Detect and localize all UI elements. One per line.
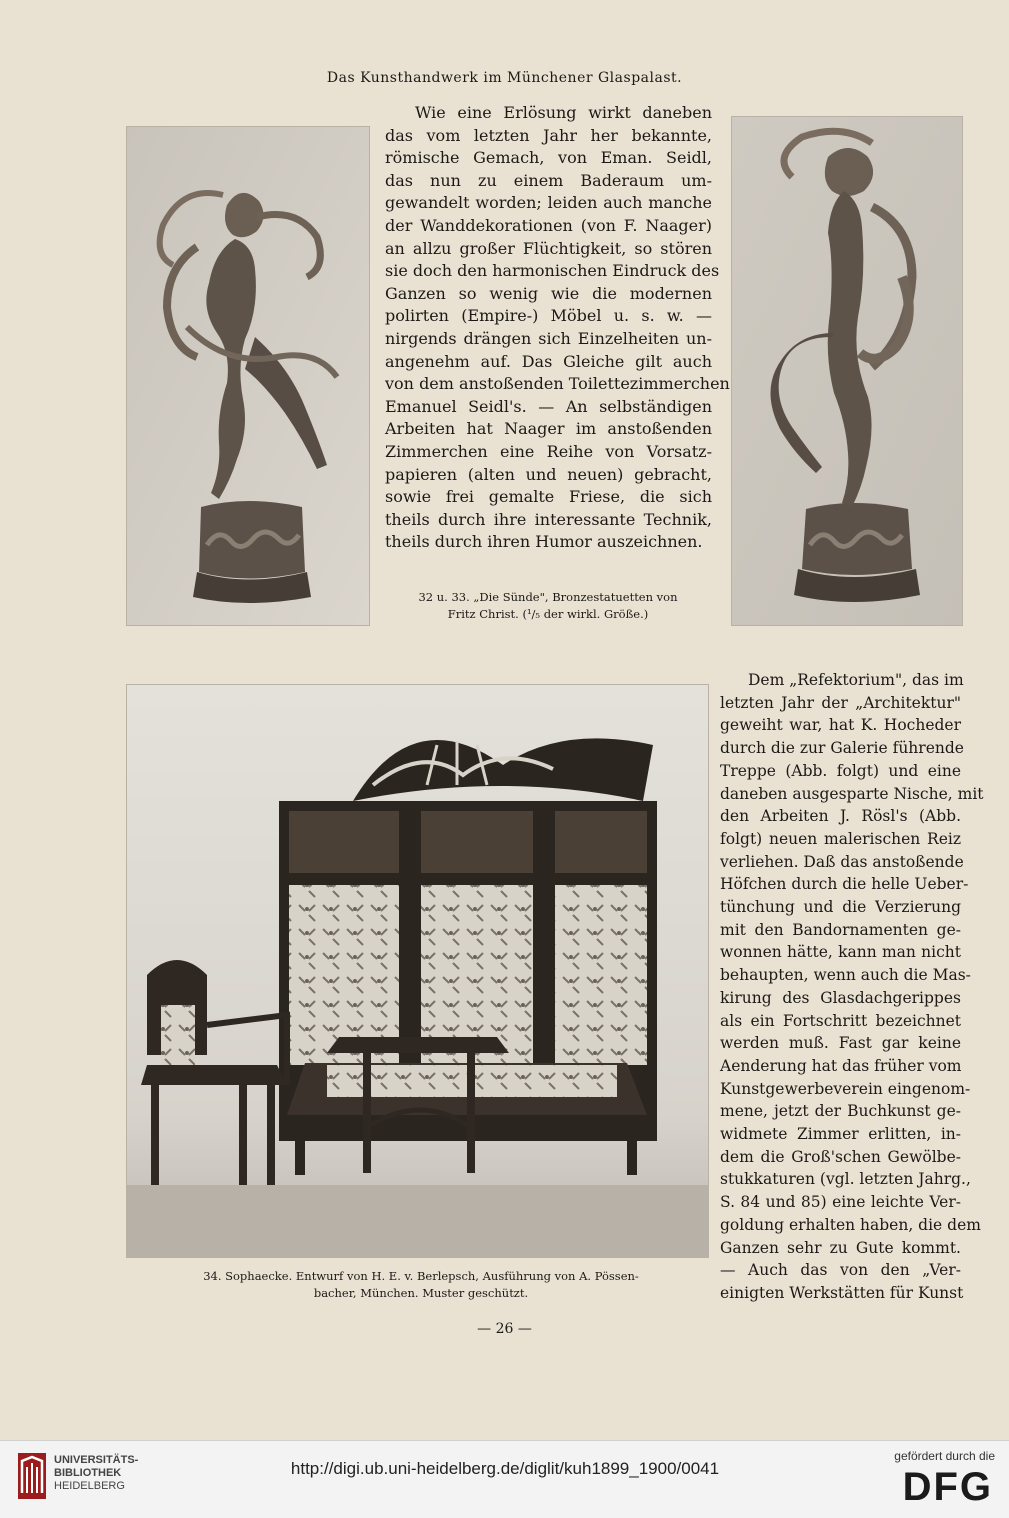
text-line: geweiht war, hat K. Hocheder <box>720 716 961 735</box>
text-line: papieren (alten und neuen) gebracht, <box>385 464 712 484</box>
statuette-plate-right <box>731 116 963 626</box>
text-line: der Wanddekorationen (von F. Naager) <box>385 215 712 235</box>
text-line: widmete Zimmer erlitten, in- <box>720 1125 961 1144</box>
text-line: von dem anstoßenden Toilettezimmerchen <box>385 374 730 394</box>
lower-right-text-column <box>720 669 984 1305</box>
text-line: mene, jetzt der Buchkunst ge- <box>720 1102 961 1121</box>
text-line: Wie eine Erlösung wirkt daneben <box>415 103 712 122</box>
permalink-url[interactable]: http://digi.ub.uni-heidelberg.de/diglit/kuh1899_1900/0041 <box>290 1459 720 1478</box>
library-name-line: HEIDELBERG <box>54 1480 125 1492</box>
text-line: kirung des Glasdachgerippes <box>720 988 961 1007</box>
text-line: den Arbeiten J. Rösl's (Abb. <box>720 807 961 826</box>
text-line: Treppe (Abb. folgt) und eine <box>720 761 961 780</box>
text-line: werden muß. Fast gar keine <box>720 1034 961 1053</box>
text-line: als ein Fortschritt bezeichnet <box>720 1011 961 1030</box>
text-line: polirten (Empire-) Möbel u. s. w. — <box>385 306 712 326</box>
statuette-left-image <box>127 127 369 625</box>
text-line: nirgends drängen sich Einzelheiten un- <box>385 328 712 348</box>
library-name <box>54 1454 164 1493</box>
text-line: sie doch den harmonischen Eindruck des <box>385 261 720 281</box>
sofa-caption <box>126 1268 716 1302</box>
text-line: daneben ausgesparte Nische, mit <box>720 784 984 803</box>
library-name-line: UNIVERSITÄTS- <box>54 1454 139 1466</box>
statuette-plate-left <box>126 126 370 626</box>
statuette-right-image <box>732 117 962 625</box>
text-line: an allzu großer Flüchtigkeit, so stören <box>385 238 712 258</box>
caption-line: 32 u. 33. „Die Sünde", Bronzestatuetten von <box>418 590 678 604</box>
text-line: Aenderung hat das früher vom <box>720 1056 962 1075</box>
text-line: dem die Groß'schen Gewölbe- <box>720 1147 961 1166</box>
text-line: Ganzen sehr zu Gute kommt. <box>720 1238 961 1257</box>
text-line: das vom letzten Jahr her bekannte, <box>385 125 712 145</box>
text-line: Emanuel Seidl's. — An selbständigen <box>385 396 712 416</box>
sofa-corner-image <box>127 685 708 1257</box>
text-line: Höfchen durch die helle Ueber- <box>720 875 969 894</box>
library-name-line: BIBLIOTHEK <box>54 1467 122 1479</box>
text-line: römische Gemach, von Eman. Seidl, <box>385 148 712 168</box>
statuette-caption <box>378 589 718 623</box>
text-line: mit den Bandornamenten ge- <box>720 920 961 939</box>
text-line: angenehm auf. Das Gleiche gilt auch <box>385 351 712 371</box>
dfg-logo[interactable]: DFG <box>902 1465 993 1509</box>
library-logo-icon[interactable] <box>18 1453 46 1499</box>
text-line: einigten Werkstätten für Kunst <box>720 1283 964 1302</box>
text-line: theils durch ihre interessante Technik, <box>385 509 712 529</box>
text-line: wonnen hätte, kann man nicht <box>720 943 961 962</box>
text-line: theils durch ihren Humor auszeichnen. <box>385 532 703 552</box>
text-line: Ganzen so wenig wie die modernen <box>385 283 712 303</box>
page-number: — 26 — <box>477 1321 532 1337</box>
digital-library-footer <box>0 1440 1009 1518</box>
text-line: letzten Jahr der „Architektur" <box>720 693 961 712</box>
text-line: durch die zur Galerie führende <box>720 739 964 758</box>
text-line: gewandelt worden; leiden auch manche <box>385 193 712 213</box>
text-line: tünchung und die Verzierung <box>720 898 961 917</box>
text-line: sowie frei gemalte Friese, die sich <box>385 487 712 507</box>
caption-line: bacher, München. Muster geschützt. <box>313 1286 529 1300</box>
sofa-corner-plate <box>126 684 709 1258</box>
text-line: folgt) neuen malerischen Reiz <box>720 829 961 848</box>
text-line: Dem „Refektorium", das im <box>748 671 964 689</box>
text-line: S. 84 und 85) eine leichte Ver- <box>720 1193 961 1212</box>
text-line: goldung erhalten haben, die dem <box>720 1215 981 1234</box>
text-line: das nun zu einem Baderaum um- <box>385 170 712 190</box>
funded-by-label: gefördert durch die <box>894 1449 995 1463</box>
caption-line: 34. Sophaecke. Entwurf von H. E. v. Berlepsch, Ausführung von A. Pössen- <box>203 1269 639 1283</box>
text-line: Kunstgewerbeverein eingenom- <box>720 1079 971 1098</box>
text-line: behaupten, wenn auch die Mas- <box>720 966 971 985</box>
text-line: Zimmerchen eine Reihe von Vorsatz- <box>385 441 712 461</box>
caption-line: Fritz Christ. (¹/₅ der wirkl. Größe.) <box>447 607 649 621</box>
text-line: Arbeiten hat Naager im anstoßenden <box>385 419 712 439</box>
text-line: stukkaturen (vgl. letzten Jahrg., <box>720 1170 971 1189</box>
text-line: verliehen. Daß das anstoßende <box>720 852 964 871</box>
upper-text-column <box>385 102 730 554</box>
text-line: — Auch das von den „Ver- <box>720 1261 961 1280</box>
running-head: Das Kunsthandwerk im Münchener Glaspalast. <box>326 70 683 86</box>
